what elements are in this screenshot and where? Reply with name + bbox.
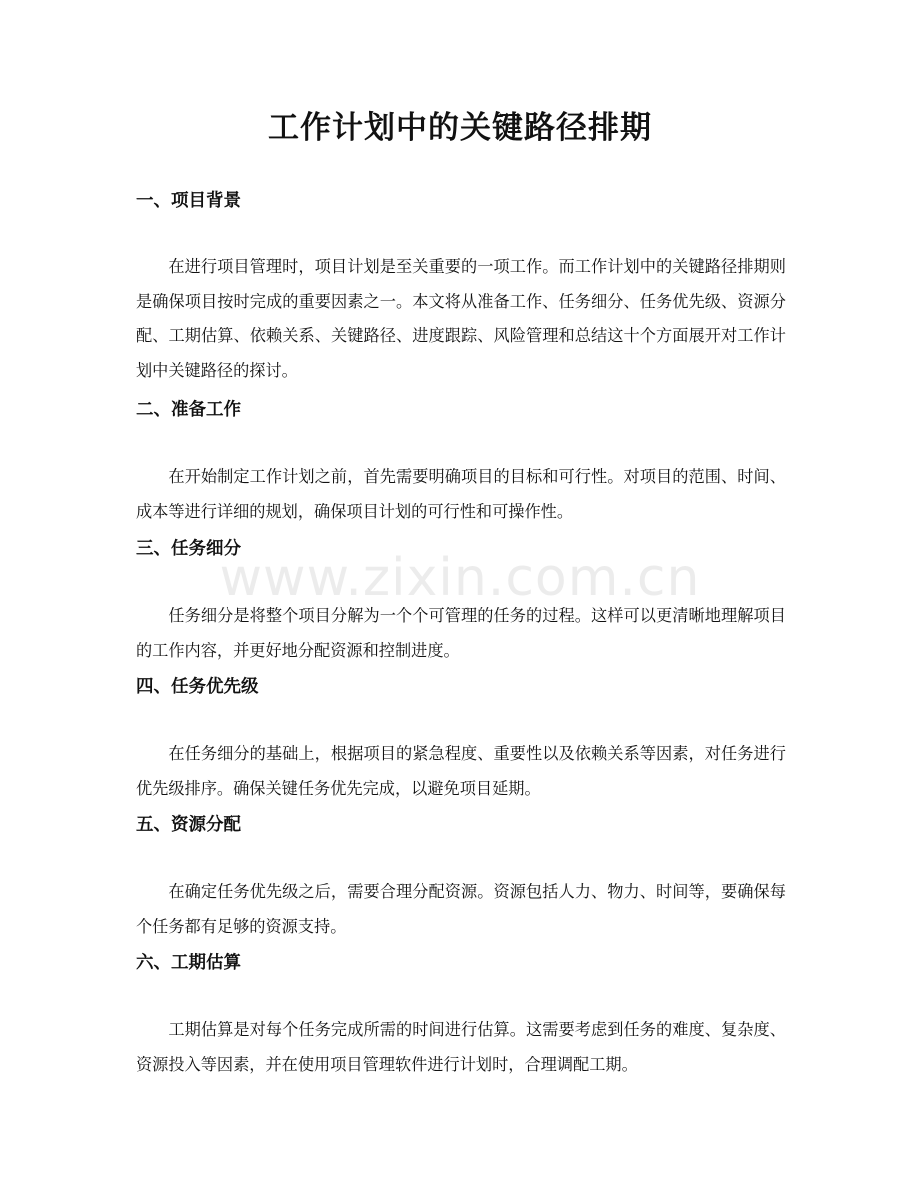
section-paragraph: 在任务细分的基础上，根据项目的紧急程度、重要性以及依赖关系等因素，对任务进行优先级排序。确保关键任务优先完成，以避免项目延期。 [136,744,786,798]
section-preparation [136,397,786,529]
section-paragraph: 任务细分是将整个项目分解为一个个可管理的任务的过程。这样可以更清晰地理解项目的工作内容，并更好地分配资源和控制进度。 [136,606,786,660]
watermark: www.zixin.com.cn [219,548,701,608]
section-duration-estimate [136,950,786,1082]
section-heading: 三、任务细分 [136,539,241,559]
document-title: 工作计划中的关键路径排期 [268,110,652,146]
section-resource-allocation [136,812,786,944]
section-background [136,188,786,388]
section-paragraph: 在进行项目管理时，项目计划是至关重要的一项工作。而工作计划中的关键路径排期则是确保项目按时完成的重要因素之一。本文将从准备工作、任务细分、任务优先级、资源分配、工期估算、依赖关系、关键路径、进度跟踪、风险管理和总结这十个方面展开对工作计划中关键路径的探讨。 [136,257,786,380]
section-heading: 一、项目背景 [136,191,241,211]
section-heading: 五、资源分配 [136,815,241,835]
section-paragraph: 在开始制定工作计划之前，首先需要明确项目的目标和可行性。对项目的范围、时间、成本等进行详细的规划，确保项目计划的可行性和可操作性。 [136,467,786,521]
section-heading: 四、任务优先级 [136,677,259,697]
section-paragraph: 在确定任务优先级之后，需要合理分配资源。资源包括人力、物力、时间等，要确保每个任务都有足够的资源支持。 [136,882,786,936]
section-heading: 六、工期估算 [136,953,241,973]
section-paragraph: 工期估算是对每个任务完成所需的时间进行估算。这需要考虑到任务的难度、复杂度、资源投入等因素，并在使用项目管理软件进行计划时，合理调配工期。 [136,1020,786,1074]
section-task-priority [136,674,786,806]
section-heading: 二、准备工作 [136,400,241,420]
section-task-breakdown [136,536,786,668]
